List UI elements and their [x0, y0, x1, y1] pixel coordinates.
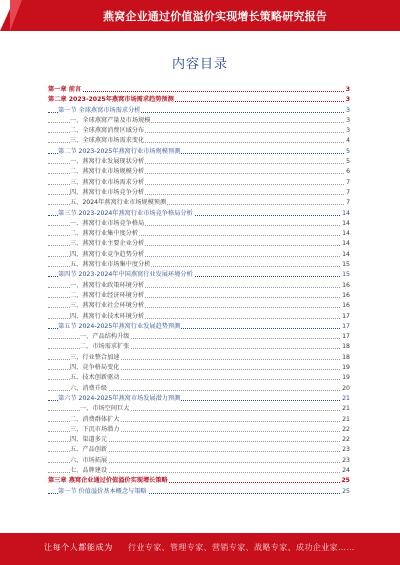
toc-entry[interactable]: [48, 322, 350, 332]
toc-entry-page: 21: [341, 415, 350, 425]
toc-entry-title: 四、燕窝行业竞争趋势分析: [70, 250, 145, 260]
toc-entry-title: 第一节 全球燕窝市场需求分析: [58, 106, 141, 116]
toc-entry-page: 24: [341, 466, 350, 476]
toc-entry-page: 4: [345, 136, 350, 146]
toc-entry[interactable]: [48, 332, 350, 342]
toc-entry[interactable]: [48, 250, 350, 260]
toc-entry-page: 7: [345, 178, 350, 188]
toc-entry-title: 第四节 2023-2024年中国燕窝行业发展环境分析: [58, 270, 194, 280]
header-decoration-accent: [10, 0, 22, 31]
toc-entry-page: 20: [341, 384, 350, 394]
toc-entry-title: 二、市场需求扩张: [80, 342, 131, 352]
toc-entry-title: 一、市场空间巨大: [80, 404, 131, 414]
toc-entry-page: 15: [341, 270, 350, 280]
toc-entry[interactable]: [48, 445, 350, 455]
toc-entry-title: 六、市场拓展: [70, 456, 108, 466]
toc-entry-title: 三、燕窝行业社会环境分析: [70, 301, 145, 311]
toc-entry-page: 14: [341, 209, 350, 219]
toc-entry-page: 23: [341, 445, 350, 455]
toc-entry-page: 25: [341, 487, 350, 497]
toc-entry[interactable]: [48, 456, 350, 466]
toc-entry[interactable]: [48, 373, 350, 383]
toc-entry[interactable]: [48, 301, 350, 311]
toc-entry-page: 21: [341, 404, 350, 414]
footer-slogan: 让每个人都能成为: [44, 543, 113, 552]
toc-entry[interactable]: [48, 425, 350, 435]
toc-entry-page: 16: [341, 291, 350, 301]
toc-entry-title: 二、全球燕窝消费区域分布: [70, 126, 145, 136]
toc-entry-title: 三、全球燕窝市场需求变化: [70, 136, 145, 146]
toc-entry-page: 6: [345, 167, 350, 177]
toc-entry[interactable]: [48, 466, 350, 476]
toc-entry[interactable]: [48, 394, 350, 404]
toc-entry[interactable]: [48, 157, 350, 167]
toc-entry-page: 15: [341, 260, 350, 270]
toc-entry-page: 21: [341, 394, 350, 404]
toc-entry-page: 16: [341, 281, 350, 291]
toc-entry-page: 7: [345, 198, 350, 208]
toc-entry-title: 一、全球燕窝产量及市场规模: [70, 116, 151, 126]
toc-entry-title: 第六节 2024-2025年燕窝市场发展潜力预测: [58, 394, 181, 404]
toc-entry-page: 25: [340, 476, 350, 486]
toc-entry[interactable]: [48, 239, 350, 249]
report-title: 燕窝企业通过价值溢价实现增长策略研究报告: [103, 10, 327, 23]
toc-entry-page: 14: [341, 229, 350, 239]
footer-banner: [0, 533, 400, 565]
toc-entry-page: 17: [341, 322, 350, 332]
toc-entry-title: 第三章 燕窝企业通过价值溢价实现增长策略: [48, 476, 169, 486]
toc-entry[interactable]: [48, 106, 350, 116]
toc-entry-page: 5: [345, 157, 350, 167]
toc-entry-page: 17: [341, 332, 350, 342]
toc-entry-page: 17: [341, 312, 350, 322]
toc-entry-title: 三、行业整合加速: [70, 353, 121, 363]
toc-leader-dots: [48, 91, 344, 92]
toc-entry-title: 四、竞争格局变化: [70, 363, 121, 373]
toc-entry[interactable]: [48, 209, 350, 219]
toc-entry[interactable]: [48, 229, 350, 239]
toc-entry[interactable]: [48, 188, 350, 198]
toc-entry-title: 二、燕窝行业经济环境分析: [70, 291, 145, 301]
toc-entry-title: 二、燕窝行业集中度分析: [70, 229, 139, 239]
toc-entry-title: 一、燕窝行业发展现状分析: [70, 157, 145, 167]
toc-entry-title: 七、品牌建设: [70, 466, 108, 476]
toc-entry[interactable]: [48, 487, 350, 497]
header-banner: [0, 0, 400, 31]
toc-entry-title: 第五节 2024-2025年燕窝行业发展趋势预测: [58, 322, 181, 332]
toc-entry[interactable]: [48, 404, 350, 414]
toc-entry-title: 三、燕窝行业主要企业分析: [70, 239, 145, 249]
toc-entry-page: 3: [345, 95, 350, 105]
toc-entry[interactable]: [48, 147, 350, 157]
toc-entry-page: 14: [341, 239, 350, 249]
toc-entry[interactable]: [48, 435, 350, 445]
toc-entry-page: 3: [345, 116, 350, 126]
toc-entry-title: 一、燕窝行业政策环境分析: [70, 281, 145, 291]
toc-entry-title: 第一节 价值溢价基本概念与策略: [58, 487, 148, 497]
toc-entry-page: 3: [345, 126, 350, 136]
toc-entry-title: 第二节 2023-2025年燕窝行业市场规模预测: [58, 147, 181, 157]
footer-tagline: 行业专家、管理专家、营销专家、战略专家、成功企业家……: [128, 543, 355, 552]
toc-entry-page: 5: [345, 147, 350, 157]
toc-entry[interactable]: [48, 178, 350, 188]
toc-entry[interactable]: [48, 384, 350, 394]
toc-entry[interactable]: [48, 136, 350, 146]
toc-entry[interactable]: [48, 219, 350, 229]
toc-entry[interactable]: [48, 415, 350, 425]
toc-entry-title: 四、渠道多元: [70, 435, 108, 445]
toc-entry[interactable]: [48, 312, 350, 322]
toc-entry[interactable]: [48, 198, 350, 208]
table-of-contents: [48, 85, 350, 497]
toc-entry-page: 22: [341, 425, 350, 435]
toc-entry[interactable]: [48, 291, 350, 301]
toc-entry-title: 五、燕窝行业市场集中度分析: [70, 260, 151, 270]
toc-entry-title: 五、技术创新驱动: [70, 373, 121, 383]
toc-entry-page: 18: [341, 353, 350, 363]
toc-entry[interactable]: [48, 270, 350, 280]
toc-entry-page: 22: [341, 435, 350, 445]
toc-entry-page: 3: [345, 85, 350, 95]
toc-entry-title: 第一章 前言: [48, 85, 82, 95]
toc-entry-title: 一、燕窝行业市场竞争格局: [70, 219, 145, 229]
toc-entry-page: 14: [341, 250, 350, 260]
toc-entry[interactable]: [48, 116, 350, 126]
toc-entry-title: 一、产品结构升级: [80, 332, 131, 342]
toc-entry-page: 23: [341, 456, 350, 466]
toc-entry-page: 16: [341, 301, 350, 311]
toc-entry[interactable]: [48, 342, 350, 352]
toc-entry[interactable]: [48, 167, 350, 177]
toc-entry-title: 五、2024年燕窝行业市场规模预测: [70, 198, 167, 208]
toc-entry[interactable]: [48, 353, 350, 363]
toc-entry-page: 14: [341, 219, 350, 229]
toc-entry[interactable]: [48, 85, 350, 95]
toc-entry-title: 五、产品创新: [70, 445, 108, 455]
toc-entry-title: 第三节 2023-2024年燕窝行业市场竞争格局分析: [58, 209, 194, 219]
toc-entry[interactable]: [48, 260, 350, 270]
toc-entry[interactable]: [48, 126, 350, 136]
toc-entry-page: 3: [345, 106, 350, 116]
toc-entry-page: 19: [341, 373, 350, 383]
toc-entry[interactable]: [48, 95, 350, 105]
toc-entry-title: 四、燕窝行业市场竞争分析: [70, 188, 145, 198]
toc-entry[interactable]: [48, 476, 350, 486]
toc-entry-title: 二、燕窝行业市场规模分析: [70, 167, 145, 177]
toc-entry-page: 7: [345, 188, 350, 198]
toc-heading: 内容目录: [171, 57, 228, 72]
toc-entry[interactable]: [48, 281, 350, 291]
toc-entry-title: 六、消费升级: [70, 384, 108, 394]
toc-entry-title: 四、燕窝行业技术环境分析: [70, 312, 145, 322]
toc-entry-title: 三、燕窝行业市场需求分析: [70, 178, 145, 188]
toc-entry-title: 第二章 2023-2025年燕窝市场需求趋势预测: [48, 95, 175, 105]
toc-entry-title: 三、下沉市场潜力: [70, 425, 121, 435]
toc-entry-title: 二、消费群体扩大: [70, 415, 121, 425]
toc-entry[interactable]: [48, 363, 350, 373]
toc-entry-page: 18: [341, 342, 350, 352]
toc-entry-page: 19: [341, 363, 350, 373]
